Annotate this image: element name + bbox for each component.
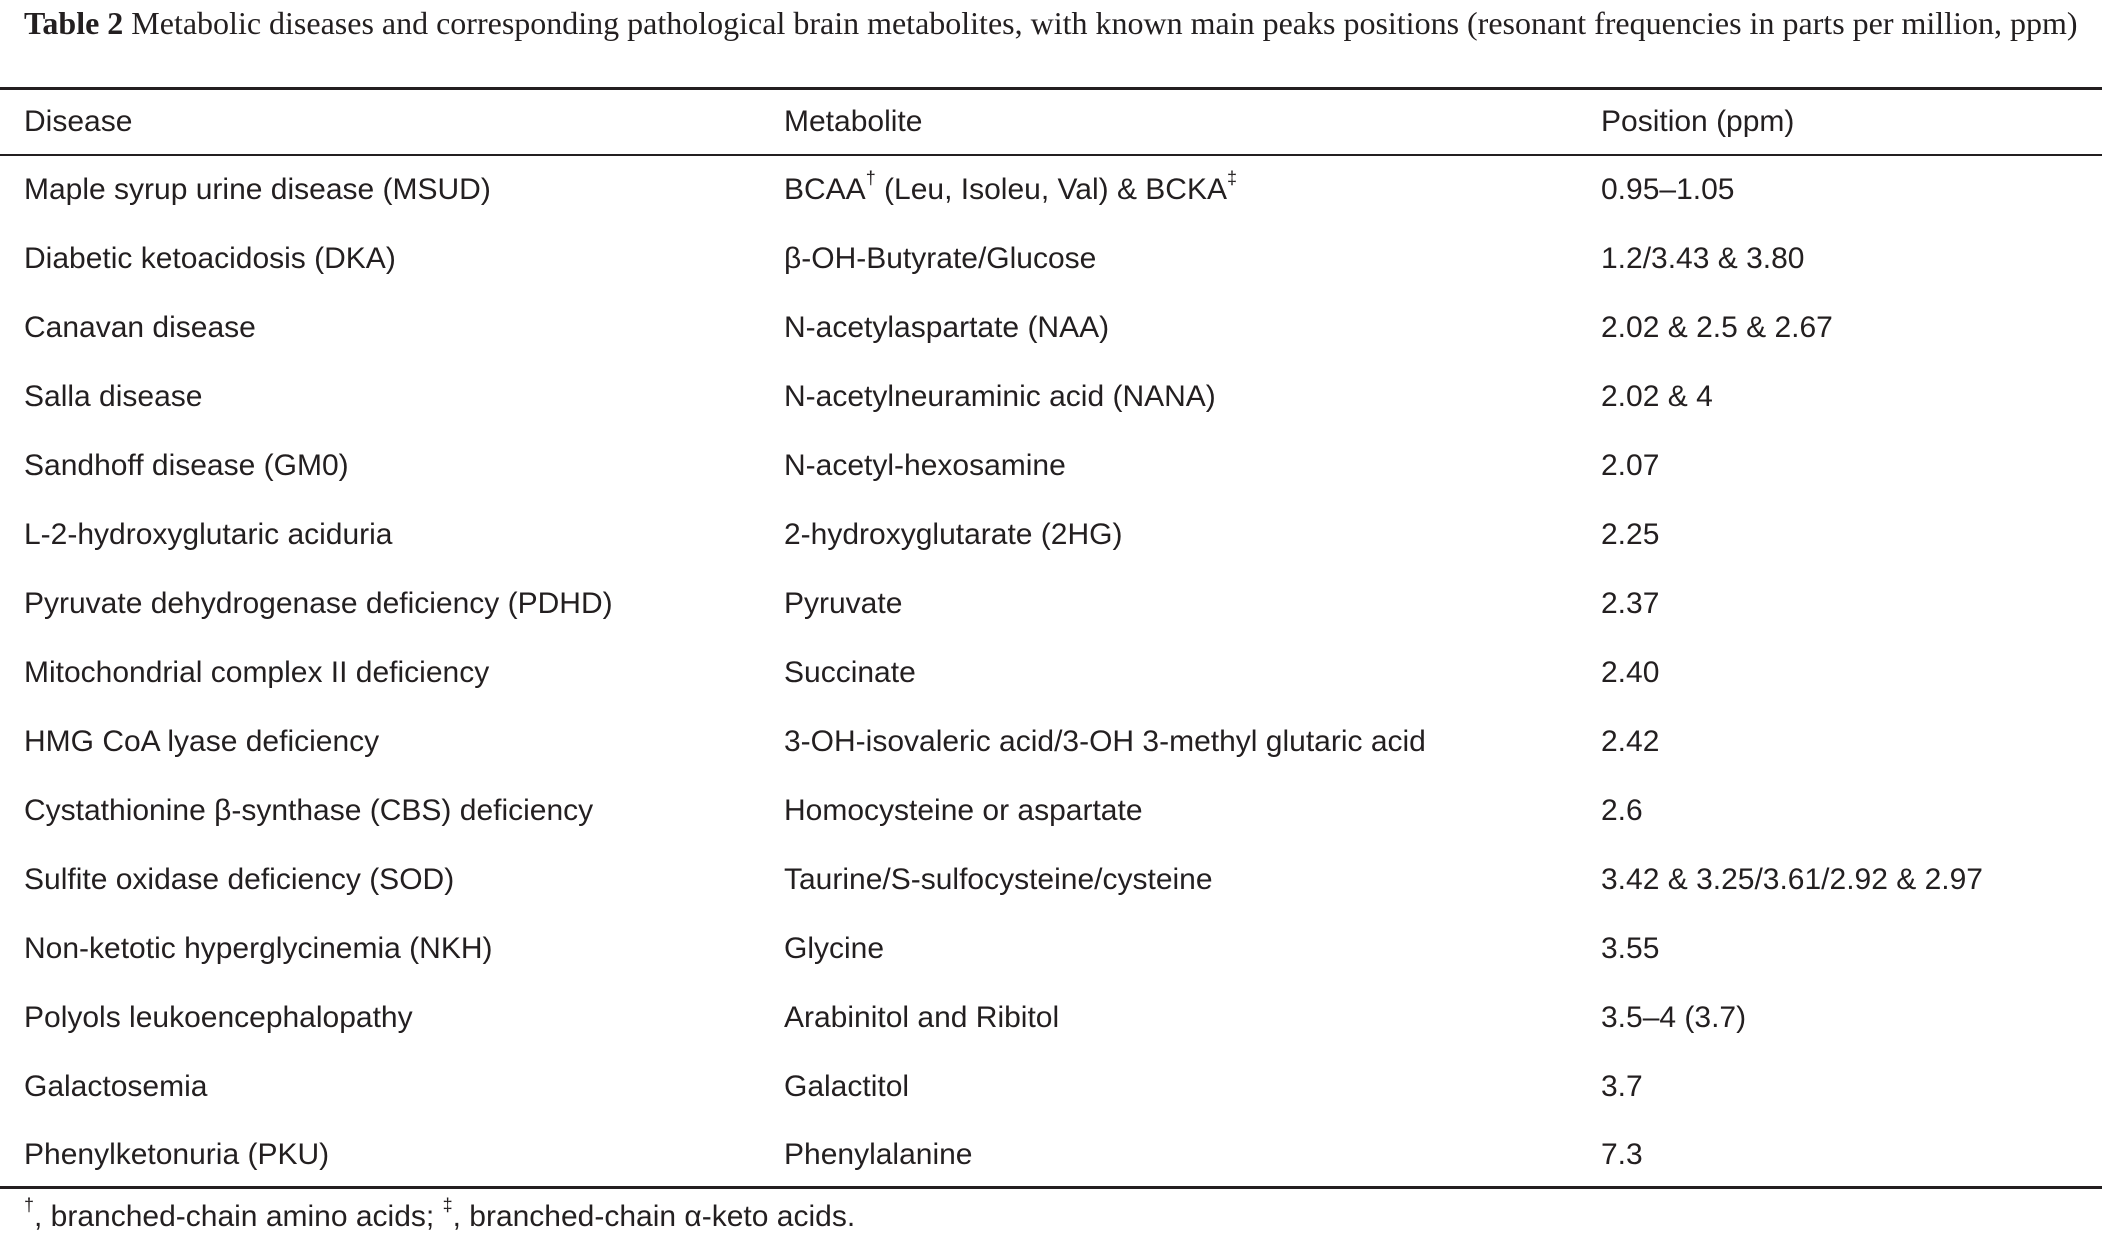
cell-disease: Sulfite oxidase deficiency (SOD) — [24, 863, 455, 896]
cell-disease: Polyols leukoencephalopathy — [24, 1001, 413, 1034]
cell-metabolite: 3-OH-isovaleric acid/3-OH 3-methyl glutaric acid — [784, 725, 1426, 758]
cell-metabolite: N-acetyl-hexosamine — [784, 449, 1066, 482]
cell-position: 3.7 — [1601, 1070, 1643, 1103]
dagger-mark: † — [865, 168, 876, 188]
cell-metabolite: Taurine/S-sulfocysteine/cysteine — [784, 863, 1213, 896]
cell-disease: Non-ketotic hyperglycinemia (NKH) — [24, 932, 493, 965]
cell-disease: L-2-hydroxyglutaric aciduria — [24, 518, 393, 551]
cell-metabolite: Glycine — [784, 932, 885, 965]
cell-disease: Pyruvate dehydrogenase deficiency (PDHD) — [24, 587, 613, 620]
cell-position: 3.5–4 (3.7) — [1601, 1001, 1747, 1034]
cell-metabolite: Arabinitol and Ribitol — [784, 1001, 1060, 1034]
cell-metabolite: Pyruvate — [784, 587, 903, 620]
cell-metabolite — [784, 168, 1238, 208]
cell-metabolite: β-OH-Butyrate/Glucose — [784, 242, 1097, 275]
cell-disease: Phenylketonuria (PKU) — [24, 1138, 330, 1171]
cell-position: 3.42 & 3.25/3.61/2.92 & 2.97 — [1601, 863, 1983, 896]
cell-position: 2.40 — [1601, 656, 1660, 689]
cell-disease: Salla disease — [24, 380, 203, 413]
cell-disease: Canavan disease — [24, 311, 256, 344]
cell-position: 2.02 & 2.5 & 2.67 — [1601, 311, 1833, 344]
metabolite-bcaa: BCAA — [784, 173, 866, 206]
cell-position: 2.6 — [1601, 794, 1643, 827]
cell-position: 7.3 — [1601, 1138, 1643, 1171]
cell-disease: Cystathionine β-synthase (CBS) deficiency — [24, 794, 594, 827]
table-header-rule — [0, 154, 2102, 156]
cell-disease: Mitochondrial complex II deficiency — [24, 656, 490, 689]
cell-position: 2.02 & 4 — [1601, 380, 1713, 413]
header-position: Position (ppm) — [1601, 105, 1795, 138]
footnote-double-dagger: ‡ — [442, 1195, 453, 1215]
cell-disease: Galactosemia — [24, 1070, 208, 1103]
table-top-rule — [0, 87, 2102, 90]
table-bottom-rule — [0, 1186, 2102, 1189]
table-footnote — [24, 1195, 856, 1235]
cell-disease: Maple syrup urine disease (MSUD) — [24, 173, 491, 206]
metabolite-rest: (Leu, Isoleu, Val) & BCKA — [875, 173, 1227, 206]
cell-position: 2.07 — [1601, 449, 1660, 482]
cell-position: 0.95–1.05 — [1601, 173, 1735, 206]
cell-metabolite: Phenylalanine — [784, 1138, 973, 1171]
footnote-text-1: , branched-chain amino acids; — [34, 1200, 443, 1233]
cell-position: 2.37 — [1601, 587, 1660, 620]
table-caption — [24, 2, 2084, 44]
caption-label: Table 2 — [24, 5, 124, 41]
caption-text: Metabolic diseases and corresponding pathological brain metabolites, with known main peaks positions (resonant frequencies in parts per million, ppm) — [131, 5, 2078, 41]
cell-metabolite: N-acetylneuraminic acid (NANA) — [784, 380, 1216, 413]
cell-position: 2.25 — [1601, 518, 1660, 551]
cell-metabolite: Galactitol — [784, 1070, 910, 1103]
header-disease: Disease — [24, 105, 133, 138]
cell-metabolite: Succinate — [784, 656, 916, 689]
double-dagger-mark: ‡ — [1227, 168, 1238, 188]
header-metabolite: Metabolite — [784, 105, 923, 138]
cell-metabolite: 2-hydroxyglutarate (2HG) — [784, 518, 1123, 551]
cell-position: 3.55 — [1601, 932, 1660, 965]
cell-position: 2.42 — [1601, 725, 1660, 758]
cell-metabolite: N-acetylaspartate (NAA) — [784, 311, 1110, 344]
cell-disease: Diabetic ketoacidosis (DKA) — [24, 242, 396, 275]
cell-metabolite: Homocysteine or aspartate — [784, 794, 1143, 827]
footnote-dagger: † — [24, 1195, 35, 1215]
cell-disease: HMG CoA lyase deficiency — [24, 725, 380, 758]
cell-disease: Sandhoff disease (GM0) — [24, 449, 349, 482]
footnote-text-2: , branched-chain α-keto acids. — [452, 1200, 856, 1233]
cell-position: 1.2/3.43 & 3.80 — [1601, 242, 1805, 275]
